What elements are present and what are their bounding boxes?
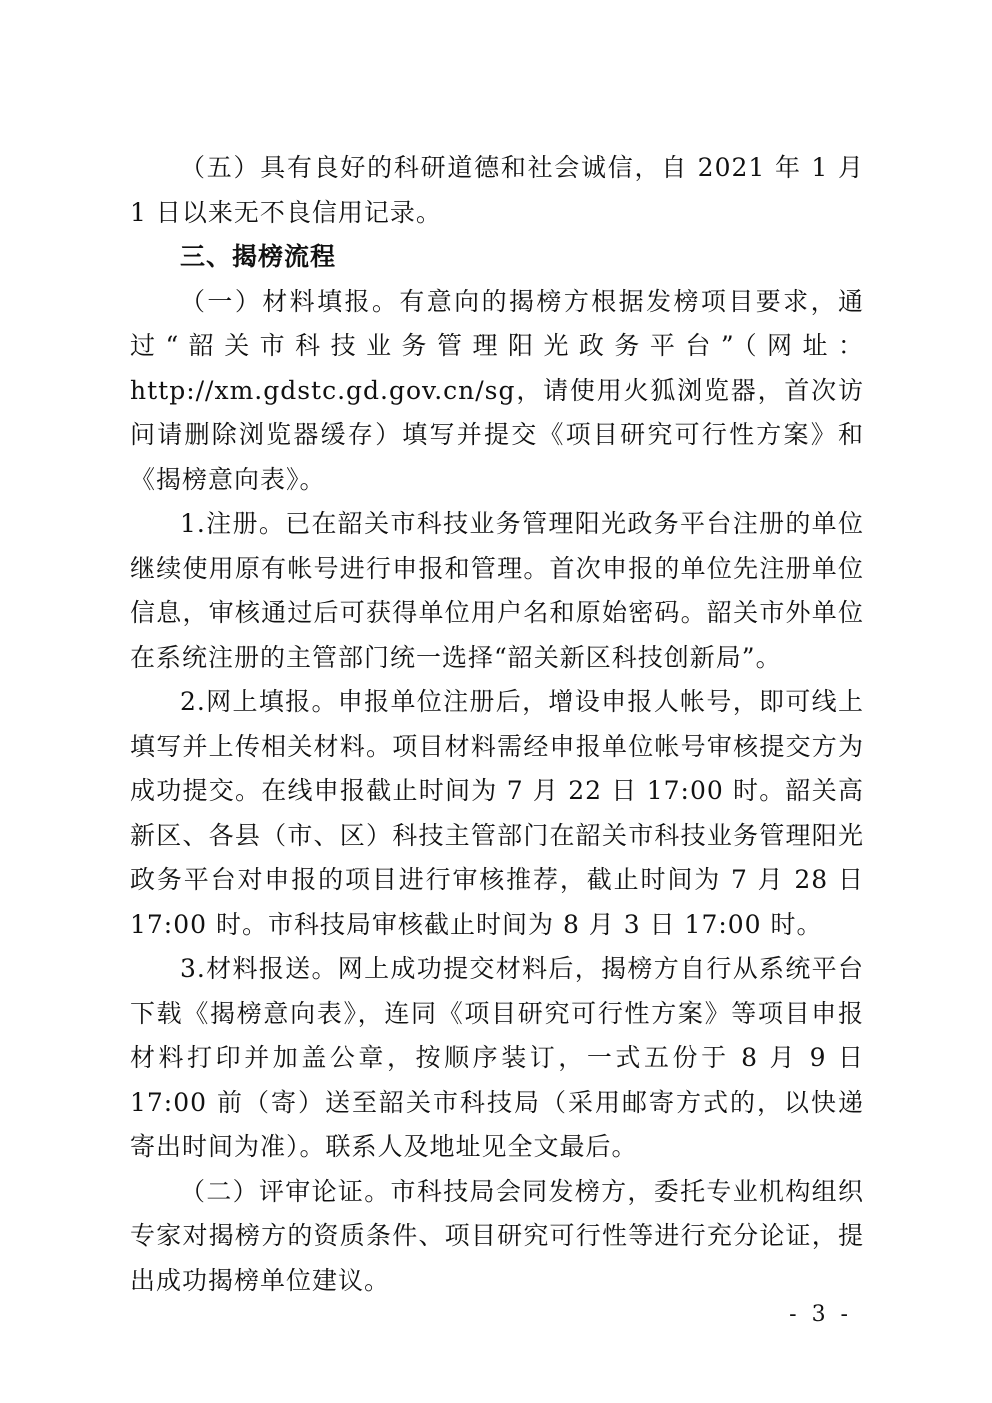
paragraph-material-filing: （一）材料填报。有意向的揭榜方根据发榜项目要求，通过“韶关市科技业务管理阳光政务平台”（网址：http://xm.gdstc.gd.gov.cn/sg，请使用火狐浏览器，首次访问请删除浏览器缓存）填写并提交《项目研究可行性方案》和《揭榜意向表》。 [130,286,864,494]
paragraph-registration: 1.注册。已在韶关市科技业务管理阳光政务平台注册的单位继续使用原有帐号进行申报和管理。首次申报的单位先注册单位信息，审核通过后可获得单位用户名和原始密码。韶关市外单位在系统注册的主管部门统一选择“韶关新区科技创新局”。 [130,509,864,672]
paragraph-online-filing: 2.网上填报。申报单位注册后，增设申报人帐号，即可线上填写并上传相关材料。项目材料需经申报单位帐号审核提交方为成功提交。在线申报截止时间为 7 月 22 日 17:00 时。韶关高新区、各县（市、区）科技主管部门在韶关市科技业务管理阳光政务平台对申报的项目进行审核推荐，截止时间为 7 月 28 日 17:00 时。市科技局审核截止时间为 8 月 3 日 17:00 时。 [130,687,864,939]
paragraph-material-delivery: 3.材料报送。网上成功提交材料后，揭榜方自行从系统平台下载《揭榜意向表》，连同《项目研究可行性方案》等项目申报材料打印并加盖公章，按顺序装订，一式五份于 8 月 9 日 17:00 前（寄）送至韶关市科技局（采用邮寄方式的，以快递寄出时间为准）。联系人及地址见全文最后。 [130,954,864,1161]
document-body [130,146,864,1303]
section-heading-process: 三、揭榜流程 [180,242,337,271]
paragraph-review: （二）评审论证。市科技局会同发榜方，委托专业机构组织专家对揭榜方的资质条件、项目研究可行性等进行充分论证，提出成功揭榜单位建议。 [130,1176,864,1295]
page-number: - 3 - [789,1302,852,1327]
paragraph-credit-record: （五）具有良好的科研道德和社会诚信，自 2021 年 1 月 1 日以来无不良信用记录。 [130,153,864,227]
